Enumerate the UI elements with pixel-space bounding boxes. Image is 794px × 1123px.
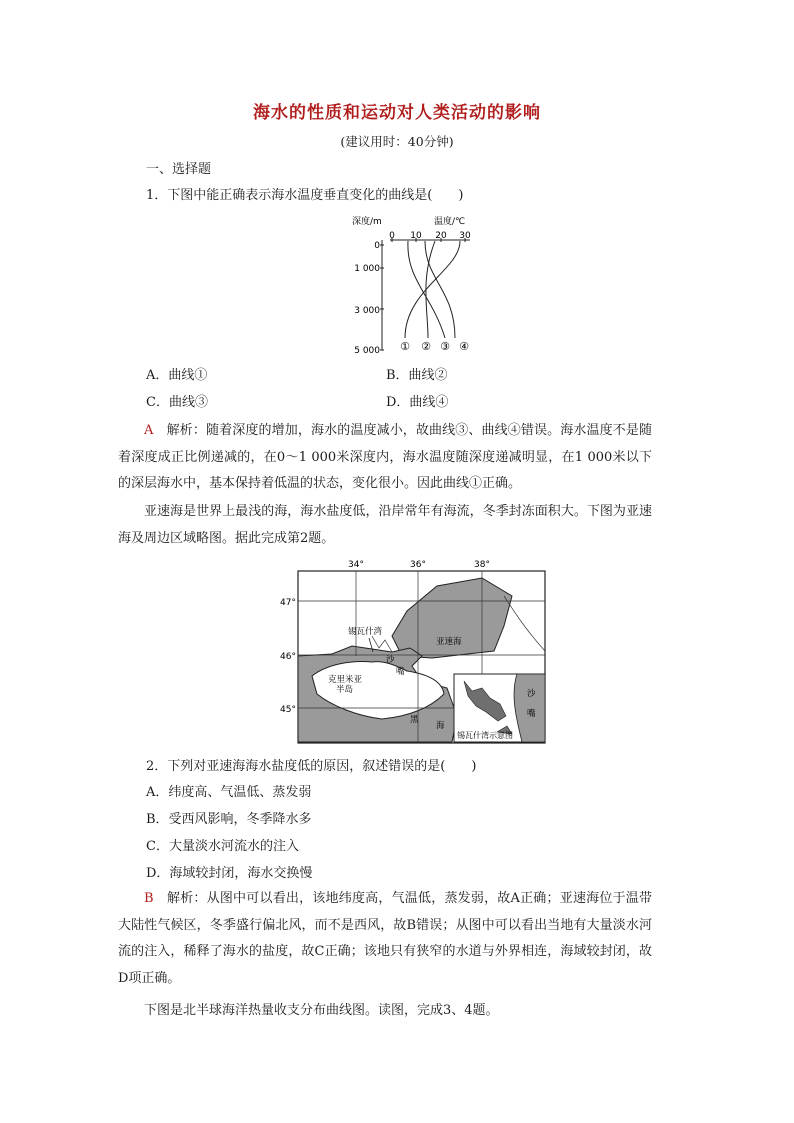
temp-tick: 20 <box>435 231 447 241</box>
q1-answer-analysis <box>118 418 652 498</box>
lon-label: 34° <box>348 560 364 570</box>
sandspit-label: 嘴 <box>527 709 536 719</box>
option-1a: A．曲线① <box>146 368 208 383</box>
option-1b: B．曲线② <box>386 368 448 383</box>
suggested-time: (建议用时：40分钟) <box>340 134 454 149</box>
temp-tick: 10 <box>410 231 422 241</box>
q2-answer: B <box>144 891 154 906</box>
option-2d: D．海域较封闭，海水交换慢 <box>146 866 313 881</box>
q2-intro: 亚速海是世界上最浅的海，海水盐度低，沿岸常年有海流，冬季封冻面积大。下图为亚速海及周边区域略图。据此完成第2题。 <box>118 504 652 546</box>
section-heading: 一、选择题 <box>146 162 212 177</box>
temp-axis-label: 温度/℃ <box>434 217 466 227</box>
inset-caption: 锡瓦什湾示意图 <box>457 731 513 740</box>
depth-tick: 0 <box>374 241 380 251</box>
black-sea-label: 海 <box>436 721 445 731</box>
q1-answer: A <box>144 423 154 438</box>
q2-analysis: 解析：从图中可以看出，该地纬度高，气温低，蒸发弱，故A正确；亚速海位于温带大陆性气候区，冬季盛行偏北风，而不是西风，故B错误；从图中可以看出当地有大量淡水河流的注入，稀释了海水的盐度，故C正确；该地只有狭窄的水道与外界相连，海域较封闭，故D项正确。 <box>118 891 652 986</box>
lon-label: 36° <box>410 560 426 570</box>
curve-label: ④ <box>459 340 469 353</box>
option-2b: B．受西风影响，冬季降水多 <box>146 812 312 827</box>
lat-label: 47° <box>280 598 296 608</box>
curve-label: ③ <box>440 340 450 353</box>
sandspit-label: 沙 <box>386 655 395 665</box>
question-2-stem: 2．下列对亚速海海水盐度低的原因，叙述错误的是( ) <box>146 759 477 774</box>
depth-tick: 1 000 <box>354 264 380 274</box>
option-2c: C．大量淡水河流水的注入 <box>146 839 299 854</box>
lat-label: 46° <box>280 652 296 662</box>
sivash-label: 锡瓦什湾 <box>348 627 383 637</box>
temp-tick: 30 <box>459 231 471 241</box>
azov-sea-label: 亚速海 <box>436 637 462 647</box>
page-title: 海水的性质和运动对人类活动的影响 <box>253 103 541 123</box>
q2-answer-analysis <box>118 886 652 992</box>
option-1c: C．曲线③ <box>146 395 208 410</box>
sandspit-label: 沙 <box>527 689 536 699</box>
curve-label: ② <box>421 340 431 353</box>
option-2a: A．纬度高、气温低、蒸发弱 <box>146 785 312 800</box>
curve-3 <box>426 241 435 338</box>
curve-1 <box>405 241 460 338</box>
azov-sea-map <box>272 556 550 746</box>
sandspit-label: 嘴 <box>396 667 405 677</box>
lat-label: 45° <box>280 705 296 715</box>
curve-label: ① <box>400 340 410 353</box>
lon-label: 38° <box>474 560 490 570</box>
depth-tick: 3 000 <box>354 306 380 316</box>
black-sea-label: 黑 <box>410 715 419 725</box>
crimea-label: 克里米亚 <box>328 675 363 685</box>
depth-tick: 5 000 <box>354 346 380 356</box>
depth-axis-label: 深度/m <box>352 217 382 227</box>
crimea-label: 半岛 <box>336 685 354 695</box>
temp-tick: 0 <box>389 231 395 241</box>
q1-analysis: 解析：随着深度的增加，海水的温度减小，故曲线③、曲线④错误。海水温度不是随着深度成正比例递减的，在0～1 000米深度内，海水温度随深度递减明显，在1 000米以下的深层海水中，基本保持着低温的状态，变化很小。因此曲线①正确。 <box>118 423 652 492</box>
q3-intro: 下图是北半球海洋热量收支分布曲线图。读图，完成3、4题。 <box>144 1003 499 1018</box>
option-1d: D．曲线④ <box>386 395 449 410</box>
temperature-depth-figure <box>350 210 490 358</box>
question-1-stem: 1．下图中能正确表示海水温度垂直变化的曲线是( ) <box>146 188 464 203</box>
